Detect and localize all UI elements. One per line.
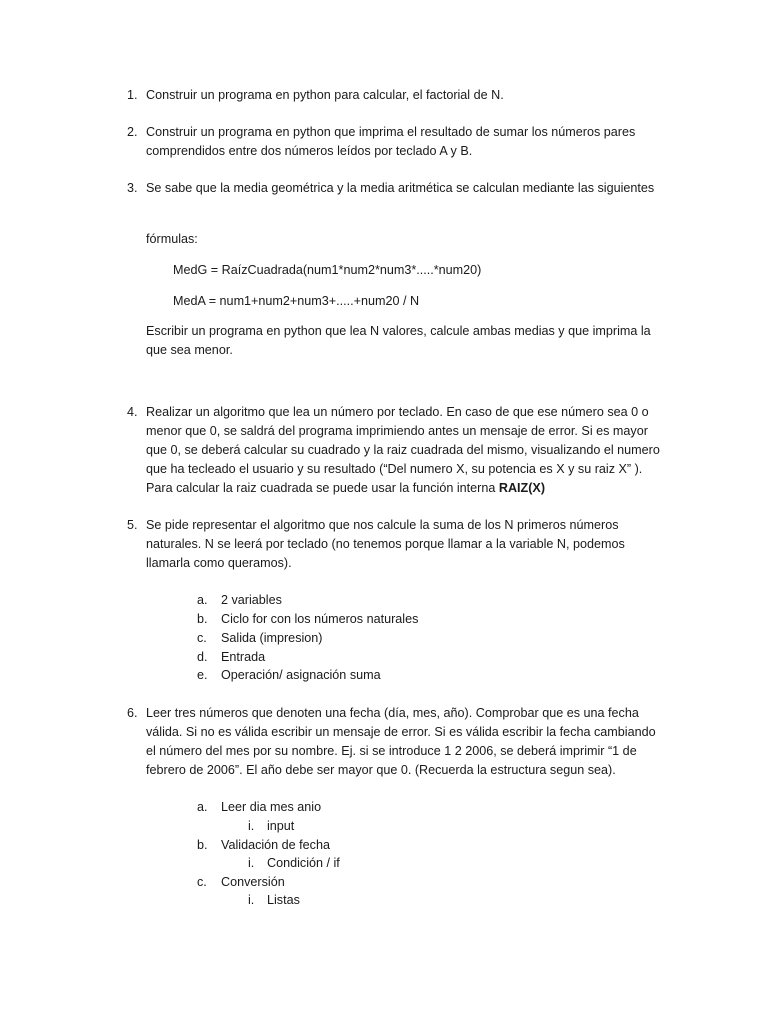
item-number: 3.	[127, 181, 138, 195]
item-text: Se pide representar el algoritmo que nos calcule la suma de los N primeros números naturales. N se leerá por teclado (no tenemos porque llamar a la variable N, podemos llamarla como queramos).	[146, 518, 625, 570]
item-text: Leer tres números que denoten una fecha (día, mes, año). Comprobar que es una fecha válida. Si no es válida escribir un mensaje de error. Si es válida escribir la fecha cambiando el número del mes por su nombre. Ej. si se introduce 1 2 2006, se deberá imprimir “1 de febrero de 2006”. El año debe ser mayor que 0. (Recuerda la estructura segun sea).	[146, 706, 656, 777]
list-item-1	[127, 86, 667, 105]
list-item-2	[127, 123, 667, 161]
item-text: Se sabe que la media geométrica y la media aritmética se calculan mediante las siguientes	[146, 181, 655, 195]
list-item-5	[127, 516, 667, 573]
formulas-label-row	[127, 230, 667, 249]
formulas-label: fórmulas:	[146, 232, 198, 246]
item-3-task	[127, 322, 667, 360]
list-item-3	[127, 179, 667, 198]
item-number: 4.	[127, 405, 138, 419]
document-page: 1. Construir un programa en python para calcular, el factorial de N. 2. Construir un programa en python que imprima el resultado de sumar los números pares comprendidos entre dos números leídos por teclado A y B. 3. Se sabe que la media geométrica y la media aritmética se calculan mediante las siguientes fórmulas: MedG = RaízCuadrada(num1*num2*num3*.....*num20) MedA = num1+num2+num3+.....+num20 / N Escribir un programa en python que lea N valores, calcule ambas medias y que imprima la que sea menor. 4. Realizar un algoritmo que lea un número por teclado. En caso de que ese número sea 0 o menor que 0, se saldrá del programa imprimiendo antes un mensaje de error. Si es mayor que 0, se deberá calcular su cuadrado y la raiz cuadrada del mismo, visualizando el numero que ha tecleado el usuario y su resultado (“Del numero X, su potencia es X y su raiz X” ). Para calcular la raiz cuadrada se puede usar la función interna RAIZ(X) 5. Se pide representar el algoritmo que nos calcule la suma de los N primeros números naturales. N se leerá por teclado (no tenemos porque llamar a la variable N, podemos llamarla como queramos). a. 2 variables b. Ciclo for con los números naturales c. Salida (impresion) d. Entrada e. Operación/ asignación suma 6. Leer tres números que denoten una fecha (día, mes, año). Comprobar que es una fecha válida. Si no es válida escribir un mensaje de error. Si es válida escribir la fecha cambiando el número del mes por su nombre. Ej. si se introduce 1 2 2006, se deberá imprimir “1 de febrero de 2006”. El año debe ser mayor que 0. (Recuerda la estructura segun sea). a. Leer dia mes anio i. input b. Validación de fecha i. Condición / if c. Conversión i. Listas	[0, 0, 768, 1024]
item-text: Construir un programa en python que imprima el resultado de sumar los números pares comprendidos entre dos números leídos por teclado A y B.	[146, 125, 636, 158]
list-item-6	[127, 704, 667, 780]
item-number: 5.	[127, 518, 138, 532]
item-text-2: Escribir un programa en python que lea N valores, calcule ambas medias y que imprima la que sea menor.	[146, 324, 651, 357]
formula-medg: MedG = RaízCuadrada(num1*num2*num3*.....*num20)	[173, 263, 482, 277]
item-number: 1.	[127, 88, 138, 102]
item-number: 2.	[127, 125, 138, 139]
item-number: 6.	[127, 706, 138, 720]
formula-meda: MedA = num1+num2+num3+.....+num20 / N	[173, 294, 420, 308]
item-text: Realizar un algoritmo que lea un número por teclado. En caso de que ese número sea 0 o menor que 0, se saldrá del programa imprimiendo antes un mensaje de error. Si es mayor que 0, se deberá calcular su cuadrado y la raiz cuadrada del mismo, visualizando el numero que ha tecleado el usuario y su resultado (“Del numero X, su potencia es X y su raiz X” ). Para calcular la raiz cuadrada se puede usar la función interna RAIZ(X)	[146, 405, 660, 495]
item-text: Construir un programa en python para calcular, el factorial de N.	[146, 88, 504, 102]
list-item-4	[127, 403, 667, 498]
function-name: RAIZ(X)	[498, 481, 546, 495]
